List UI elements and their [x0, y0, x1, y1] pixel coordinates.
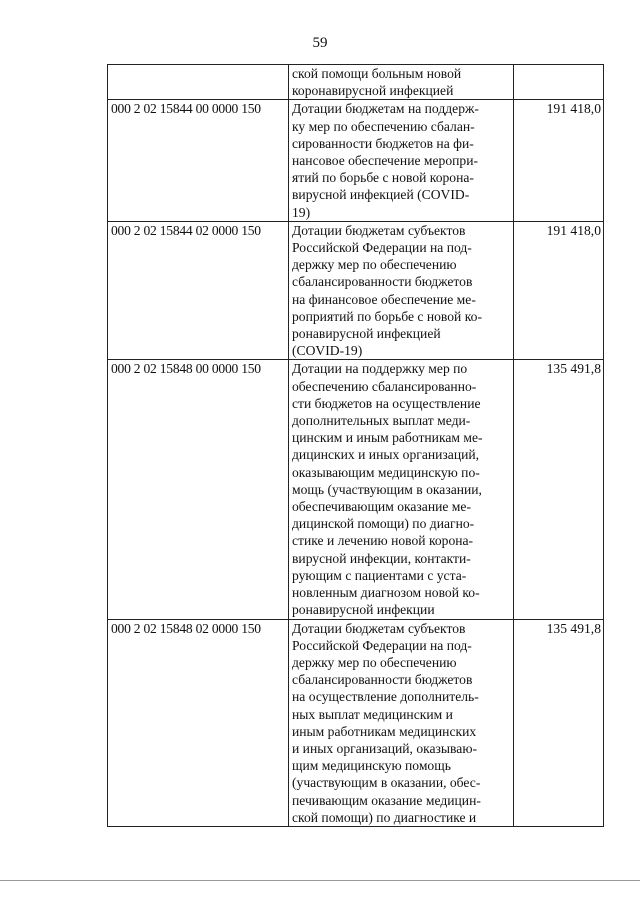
- revenue-name-line: Дотации бюджетам субъектов: [292, 620, 466, 636]
- revenue-name-line: рующим с пациентами с уста-: [292, 567, 467, 583]
- revenue-name-line: Дотации бюджетам на поддерж-: [292, 101, 479, 117]
- table-row: [108, 619, 604, 826]
- revenue-name-line: вирусной инфекции, контакти-: [292, 550, 471, 566]
- budget-code-cell: 000 2 02 15848 02 0000 150: [108, 619, 289, 826]
- revenue-name-cell: [289, 65, 514, 100]
- revenue-name-line: на осуществление дополнитель-: [292, 689, 479, 705]
- table-body: [108, 65, 604, 827]
- table-row: [108, 100, 604, 221]
- revenue-name-line: обеспечению сбалансированно-: [292, 378, 477, 394]
- revenue-name-line: (COVID-19): [292, 343, 363, 359]
- table-row: [108, 221, 604, 360]
- revenue-name-line: оказывающим медицинскую по-: [292, 464, 480, 480]
- table-row: [108, 360, 604, 619]
- budget-code-cell: 000 2 02 15844 00 0000 150: [108, 100, 289, 221]
- revenue-name-line: сти бюджетов на осуществление: [292, 395, 481, 411]
- revenue-name-line: сбалансированности бюджетов: [292, 274, 473, 290]
- revenue-name-line: ской помощи больным новой: [292, 66, 462, 81]
- revenue-name-line: дополнительных выплат меди-: [292, 413, 471, 429]
- revenue-name-line: Дотации бюджетам субъектов: [292, 222, 466, 238]
- revenue-name-line: и иных организаций, оказываю-: [292, 740, 478, 756]
- revenue-name-line: дицинской помощи) по диагно-: [292, 516, 475, 532]
- revenue-name-line: 19): [292, 204, 311, 220]
- revenue-name-line: коронавирусной инфекцией: [292, 83, 454, 99]
- revenue-name-line: Дотации на поддержку мер по: [292, 361, 468, 377]
- revenue-name-line: сбалансированности бюджетов: [292, 672, 473, 688]
- amount-cell: [514, 65, 604, 100]
- revenue-name-line: щим медицинскую помощь: [292, 758, 451, 774]
- page-number: 59: [312, 35, 328, 51]
- budget-revenue-table: [107, 64, 604, 827]
- budget-code-cell: 000 2 02 15848 00 0000 150: [108, 360, 289, 619]
- revenue-name-line: вирусной инфекцией (COVID-: [292, 187, 470, 203]
- amount-cell: 135 491,8: [514, 619, 604, 826]
- revenue-name-line: ку мер по обеспечению сбалан-: [292, 118, 475, 134]
- revenue-name-line: новленным диагнозом новой ко-: [292, 585, 480, 601]
- revenue-name-line: печивающим оказание медицин-: [292, 792, 481, 808]
- revenue-name-line: нансовое обеспечение меропри-: [292, 153, 478, 169]
- revenue-name-line: (участвующим в оказании, обес-: [292, 775, 481, 791]
- amount-cell: 191 418,0: [514, 100, 604, 221]
- revenue-name-line: стике и лечению новой корона-: [292, 533, 474, 549]
- revenue-name-line: дицинских и иных организаций,: [292, 447, 480, 463]
- revenue-name-line: мощь (участвующим в оказании,: [292, 481, 482, 497]
- budget-code-cell: 000 2 02 15844 02 0000 150: [108, 221, 289, 360]
- revenue-name-cell: [289, 619, 514, 826]
- revenue-name-line: на финансовое обеспечение ме-: [292, 291, 476, 307]
- revenue-name-line: ронавирусной инфекции: [292, 602, 435, 618]
- table-row: [108, 65, 604, 100]
- amount-cell: 191 418,0: [514, 221, 604, 360]
- revenue-name-line: ронавирусной инфекцией: [292, 326, 441, 342]
- revenue-name-line: Российской Федерации на под-: [292, 637, 472, 653]
- revenue-name-line: роприятий по борьбе с новой ко-: [292, 308, 482, 324]
- revenue-name-line: ных выплат медицинским и: [292, 706, 453, 722]
- page-bottom-divider: [0, 880, 640, 881]
- revenue-name-line: иным работникам медицинских: [292, 723, 477, 739]
- revenue-name-line: Российской Федерации на под-: [292, 240, 472, 256]
- revenue-name-line: держку мер по обеспечению: [292, 257, 457, 273]
- revenue-name-line: ской помощи) по диагностике и: [292, 809, 477, 825]
- revenue-name-line: цинским и иным работникам ме-: [292, 430, 483, 446]
- revenue-name-cell: [289, 100, 514, 221]
- revenue-name-cell: [289, 221, 514, 360]
- amount-cell: 135 491,8: [514, 360, 604, 619]
- revenue-name-line: обеспечивающим оказание ме-: [292, 499, 471, 515]
- revenue-name-line: держку мер по обеспечению: [292, 654, 457, 670]
- revenue-name-cell: [289, 360, 514, 619]
- revenue-name-line: ятий по борьбе с новой корона-: [292, 170, 474, 186]
- revenue-name-line: сированности бюджетов на фи-: [292, 135, 474, 151]
- budget-code-cell: [108, 65, 289, 100]
